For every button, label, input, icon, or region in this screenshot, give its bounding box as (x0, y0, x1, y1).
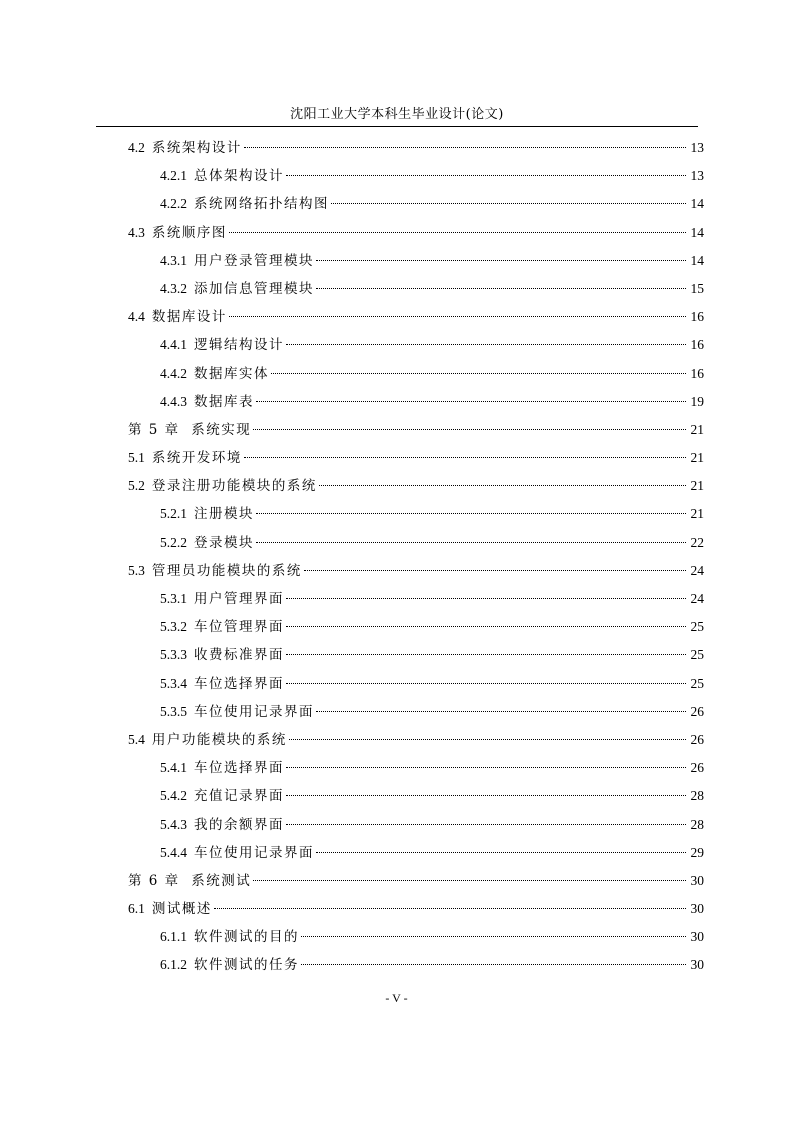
toc-page-number: 13 (690, 168, 704, 184)
toc-entry-number: 4.3.2 (160, 280, 187, 296)
toc-entry-number: 5.2.1 (160, 506, 187, 522)
toc-entry[interactable] (128, 333, 704, 361)
toc-entry-number: 5.4.1 (160, 760, 187, 776)
toc-entry[interactable] (128, 192, 704, 220)
toc-page-number: 16 (690, 337, 704, 353)
toc-entry-number: 4.3 (128, 224, 145, 240)
toc-entry-number: 6.1.2 (160, 957, 187, 973)
toc-entry[interactable] (128, 502, 704, 530)
toc-page-number: 24 (690, 591, 704, 606)
toc-entry[interactable] (128, 559, 704, 587)
toc-entry-title: 系统架构设计 (151, 140, 242, 156)
toc-entry[interactable] (128, 136, 704, 164)
header-rule (96, 126, 698, 127)
toc-page-number: 25 (690, 619, 704, 635)
toc-entry[interactable] (128, 249, 704, 277)
toc-dot-leader (256, 542, 686, 543)
toc-page-number: 29 (690, 844, 704, 860)
toc-page-number: 28 (690, 816, 704, 832)
toc-dot-leader (286, 795, 686, 796)
toc-entry[interactable] (128, 756, 704, 784)
toc-entry-title: 车位使用记录界面 (194, 844, 314, 861)
toc-page-number: 26 (690, 703, 704, 719)
toc-entry[interactable] (128, 925, 704, 953)
toc-dot-leader (316, 260, 686, 261)
toc-dot-leader (256, 401, 686, 402)
toc-entry-number: 4.4.3 (160, 393, 187, 409)
toc-page-number: 21 (690, 450, 704, 466)
running-header: 沈阳工业大学本科生毕业设计(论文) (290, 107, 504, 122)
toc-page-number: 26 (690, 760, 704, 776)
toc-entry-number: 6.1.1 (160, 929, 187, 945)
toc-entry[interactable] (128, 277, 704, 305)
toc-dot-leader (271, 373, 686, 374)
toc-dot-leader (286, 175, 686, 176)
toc-entry-number: 4.2 (128, 140, 145, 155)
toc-entry-title: 管理员功能模块的系统 (151, 562, 302, 579)
toc-entry-title: 收费标准界面 (194, 647, 284, 664)
toc-entry-number: 5.4.2 (160, 788, 187, 804)
toc-entry[interactable] (128, 474, 704, 502)
toc-entry-title: 系统开发环境 (151, 450, 242, 467)
toc-entry[interactable] (128, 813, 704, 841)
toc-entry[interactable] (128, 700, 704, 728)
toc-page-number: 25 (690, 675, 704, 691)
toc-entry[interactable] (128, 953, 704, 981)
toc-entry-title: 登录模块 (194, 534, 254, 551)
table-of-contents (128, 136, 704, 982)
toc-page-number: 28 (690, 788, 704, 804)
toc-entry-title: 软件测试的目的 (194, 929, 299, 946)
toc-entry[interactable] (128, 897, 704, 925)
toc-entry-number: 5.3.5 (160, 703, 187, 719)
toc-entry-number: 5.4.3 (160, 816, 187, 832)
toc-page-number: 19 (690, 393, 704, 409)
toc-dot-leader (244, 147, 686, 148)
toc-entry-title: 车位使用记录界面 (194, 703, 314, 720)
toc-dot-leader (289, 739, 686, 740)
toc-page-number: 14 (690, 224, 704, 240)
toc-entry-number: 5.3.3 (160, 647, 187, 663)
toc-entry-title: 用户管理界面 (194, 591, 284, 607)
toc-entry-title: 用户功能模块的系统 (151, 731, 287, 748)
toc-entry-number: 4.4 (128, 309, 145, 325)
toc-entry[interactable] (128, 531, 704, 559)
toc-entry[interactable] (128, 221, 704, 249)
toc-entry-number: 4.4.2 (160, 365, 187, 381)
toc-entry-number: 5.3.4 (160, 675, 187, 691)
toc-entry-number: 5.3.1 (160, 591, 187, 606)
toc-entry[interactable] (128, 784, 704, 812)
toc-page-number: 25 (690, 647, 704, 663)
toc-entry-number: 5.3 (128, 562, 145, 578)
toc-page-number: 15 (690, 280, 704, 296)
toc-dot-leader (316, 711, 686, 712)
toc-entry-title: 登录注册功能模块的系统 (151, 478, 317, 495)
toc-entry-title: 第 6 章 系统测试 (128, 872, 252, 889)
toc-page-number: 21 (690, 421, 704, 437)
toc-entry-number: 5.2.2 (160, 534, 187, 550)
toc-entry-title: 总体架构设计 (194, 168, 284, 185)
toc-entry[interactable] (128, 728, 704, 756)
toc-entry-title: 逻辑结构设计 (194, 337, 284, 354)
toc-dot-leader (286, 824, 686, 825)
toc-entry-number: 5.3.2 (160, 619, 187, 635)
toc-dot-leader (286, 683, 686, 684)
toc-entry-number: 5.2 (128, 478, 145, 494)
toc-page-number: 30 (690, 929, 704, 945)
toc-entry-number: 4.4.1 (160, 337, 187, 353)
toc-dot-leader (286, 344, 686, 345)
toc-dot-leader (316, 288, 686, 289)
toc-dot-leader (331, 203, 686, 204)
toc-entry[interactable] (128, 841, 704, 869)
toc-entry-title: 我的余额界面 (194, 816, 284, 833)
toc-dot-leader (253, 880, 686, 881)
toc-entry[interactable] (128, 305, 704, 333)
toc-chapter-entry[interactable] (128, 418, 704, 446)
toc-entry-title: 添加信息管理模块 (194, 280, 314, 297)
toc-entry-number: 5.1 (128, 450, 145, 466)
toc-dot-leader (286, 626, 686, 627)
toc-dot-leader (229, 316, 686, 317)
toc-entry[interactable] (128, 615, 704, 643)
toc-page-number: 21 (690, 478, 704, 494)
toc-page-number: 21 (690, 506, 704, 522)
toc-entry[interactable] (128, 446, 704, 474)
toc-dot-leader (319, 485, 686, 486)
toc-entry-number: 4.2.1 (160, 168, 187, 184)
toc-entry-title: 车位选择界面 (194, 760, 284, 777)
toc-page-number: 16 (690, 365, 704, 381)
toc-entry[interactable] (128, 362, 704, 390)
toc-dot-leader (301, 936, 686, 937)
toc-page-number: 26 (690, 731, 704, 747)
toc-dot-leader (229, 232, 686, 233)
toc-entry-title: 第 5 章 系统实现 (128, 421, 252, 438)
toc-dot-leader (214, 908, 686, 909)
toc-page-number: 30 (690, 957, 704, 973)
toc-entry[interactable] (128, 672, 704, 700)
toc-entry[interactable] (128, 390, 704, 418)
toc-entry-title: 测试概述 (151, 901, 212, 918)
toc-entry-title: 软件测试的任务 (194, 957, 299, 974)
toc-entry-title: 车位选择界面 (194, 675, 284, 692)
toc-dot-leader (253, 429, 686, 430)
toc-page-number: 13 (690, 140, 704, 155)
toc-page-number: 14 (690, 196, 704, 212)
toc-dot-leader (286, 598, 686, 599)
toc-entry-title: 系统顺序图 (151, 224, 227, 241)
toc-page-number: 16 (690, 309, 704, 325)
toc-entry-title: 数据库表 (194, 393, 254, 410)
toc-dot-leader (256, 513, 686, 514)
toc-page-number: 22 (690, 534, 704, 550)
toc-entry-title: 充值记录界面 (194, 788, 284, 805)
toc-entry-title: 系统网络拓扑结构图 (194, 196, 329, 213)
toc-page-number: 24 (690, 562, 704, 578)
toc-dot-leader (244, 457, 686, 458)
page-number: - V - (385, 991, 408, 1005)
toc-entry-title: 数据库实体 (194, 365, 269, 382)
toc-entry-number: 6.1 (128, 901, 145, 917)
toc-page-number: 14 (690, 252, 704, 268)
toc-dot-leader (304, 570, 686, 571)
toc-entry[interactable] (128, 587, 704, 615)
toc-dot-leader (301, 964, 686, 965)
toc-entry[interactable] (128, 643, 704, 671)
toc-entry-number: 5.4.4 (160, 844, 187, 860)
toc-entry-title: 注册模块 (194, 506, 254, 523)
toc-dot-leader (286, 654, 686, 655)
toc-entry-number: 4.2.2 (160, 196, 187, 212)
toc-dot-leader (316, 852, 686, 853)
toc-page-number: 30 (690, 901, 704, 917)
toc-dot-leader (286, 767, 686, 768)
toc-entry-title: 车位管理界面 (194, 619, 284, 636)
toc-entry-number: 4.3.1 (160, 252, 187, 268)
toc-entry-title: 用户登录管理模块 (194, 252, 314, 269)
toc-chapter-entry[interactable] (128, 869, 704, 897)
toc-entry-number: 5.4 (128, 731, 145, 747)
toc-entry[interactable] (128, 164, 704, 192)
toc-entry-title: 数据库设计 (151, 309, 227, 326)
toc-page-number: 30 (690, 872, 704, 888)
